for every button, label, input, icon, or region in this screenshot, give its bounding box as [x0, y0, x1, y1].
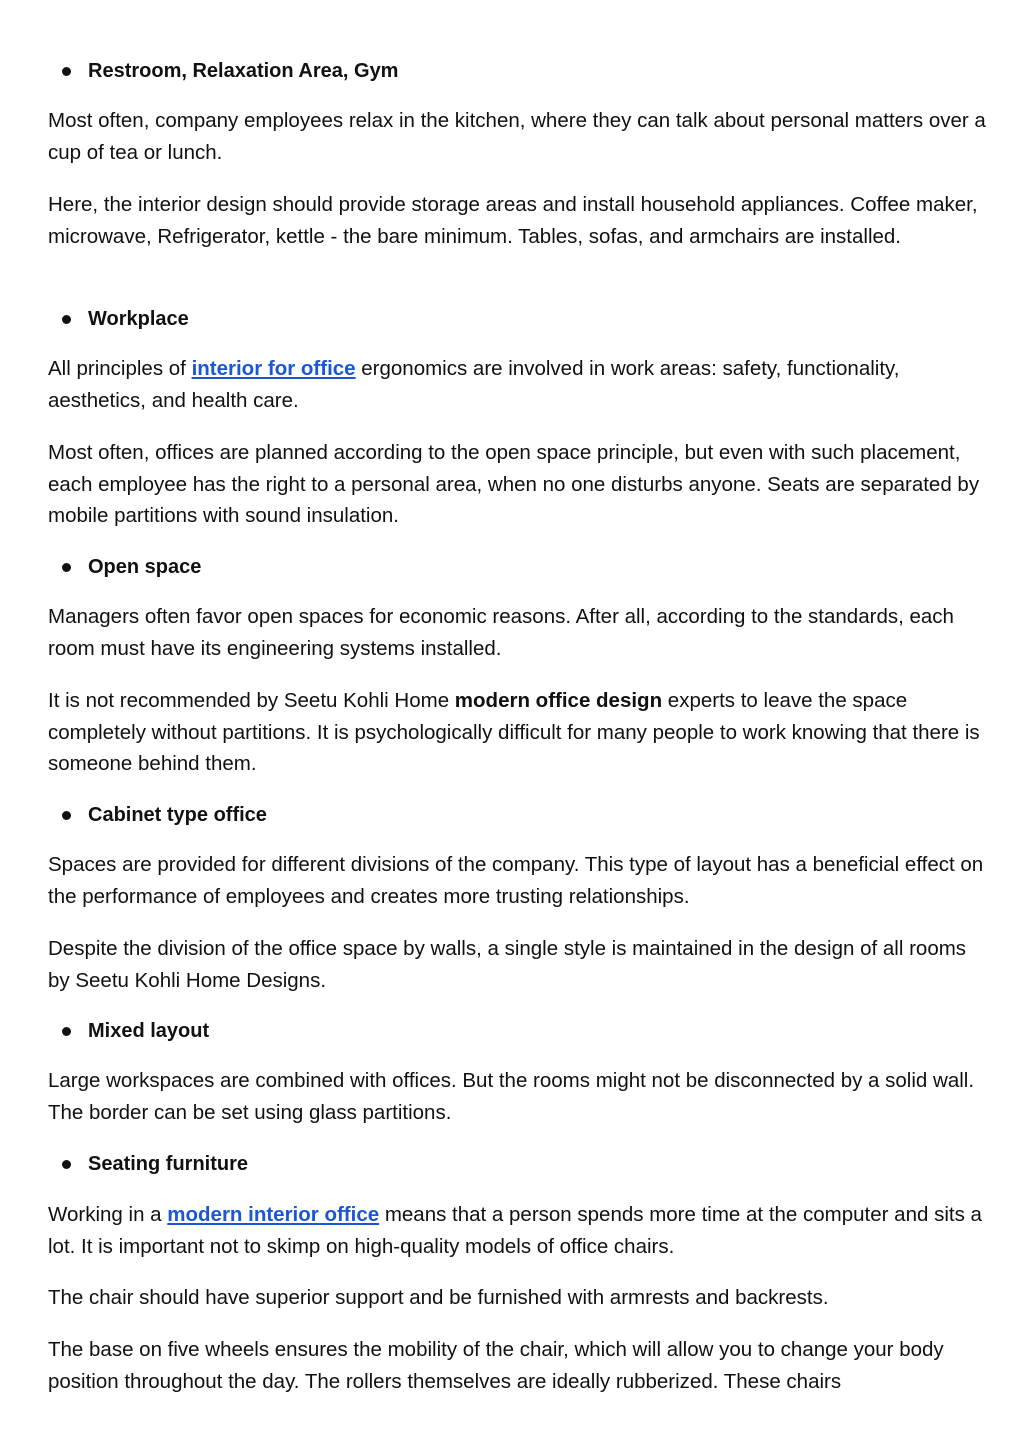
- bullet-dot: [62, 1160, 71, 1169]
- paragraph: All principles of interior for office ergonomics are involved in work areas: safety, functionality, aesthetics, and health care.: [48, 357, 900, 412]
- paragraph: Large workspaces are combined with offices. But the rooms might not be disconnected by a solid wall. The border can be set using glass partitions.: [48, 1069, 975, 1124]
- heading-cabinet-office: Cabinet type office: [88, 804, 267, 826]
- paragraph: Here, the interior design should provide storage areas and install household appliances. Coffee maker, microwave, Refrigerator, kettle - the bare minimum. Tables, sofas, and armchairs are installed.: [48, 193, 978, 248]
- bullet-heading: [62, 57, 398, 85]
- bullet-dot: [62, 811, 71, 820]
- modern-interior-office-link[interactable]: modern interior office: [167, 1203, 380, 1226]
- paragraph: Working in a modern interior office means that a person spends more time at the computer and sits a lot. It is important not to skimp on high-quality models of office chairs.: [48, 1203, 982, 1258]
- paragraph: The chair should have superior support and be furnished with armrests and backrests.: [48, 1286, 829, 1309]
- paragraph: Despite the division of the office space by walls, a single style is maintained in the design of all rooms by Seetu Kohli Home Designs.: [48, 937, 967, 992]
- bullet-heading: [62, 1017, 209, 1045]
- bullet-heading: [62, 801, 267, 829]
- paragraph: Most often, company employees relax in the kitchen, where they can talk about personal matters over a cup of tea or lunch.: [48, 109, 986, 164]
- interior-for-office-link[interactable]: interior for office: [191, 357, 356, 380]
- paragraph: It is not recommended by Seetu Kohli Home modern office design experts to leave the space completely without partitions. It is psychologically difficult for many people to work knowing that there is someone behind them.: [48, 689, 980, 775]
- bullet-dot: [62, 67, 71, 76]
- heading-seating-furniture: Seating furniture: [88, 1153, 249, 1175]
- bullet-dot: [62, 1027, 71, 1036]
- bullet-dot: [62, 315, 71, 324]
- bold-phrase: modern office design: [454, 689, 663, 712]
- heading-restroom: Restroom, Relaxation Area, Gym: [88, 60, 399, 82]
- paragraph: Spaces are provided for different divisions of the company. This type of layout has a beneficial effect on the performance of employees and creates more trusting relationships.: [48, 853, 984, 908]
- heading-open-space: Open space: [88, 556, 202, 578]
- heading-workplace: Workplace: [88, 308, 189, 330]
- paragraph: Most often, offices are planned according to the open space principle, but even with such placement, each employee has the right to a personal area, when no one disturbs anyone. Seats are separated by mobile partitions with sound insulation.: [48, 441, 980, 527]
- bullet-heading: [62, 305, 189, 333]
- bullet-heading: [62, 1150, 248, 1178]
- bullet-dot: [62, 563, 71, 572]
- paragraph: Managers often favor open spaces for economic reasons. After all, according to the standards, each room must have its engineering systems installed.: [48, 605, 954, 660]
- bullet-heading: [62, 553, 201, 581]
- heading-mixed-layout: Mixed layout: [88, 1020, 210, 1042]
- paragraph: The base on five wheels ensures the mobility of the chair, which will allow you to change your body position throughout the day. The rollers themselves are ideally rubberized. These chairs: [48, 1338, 944, 1393]
